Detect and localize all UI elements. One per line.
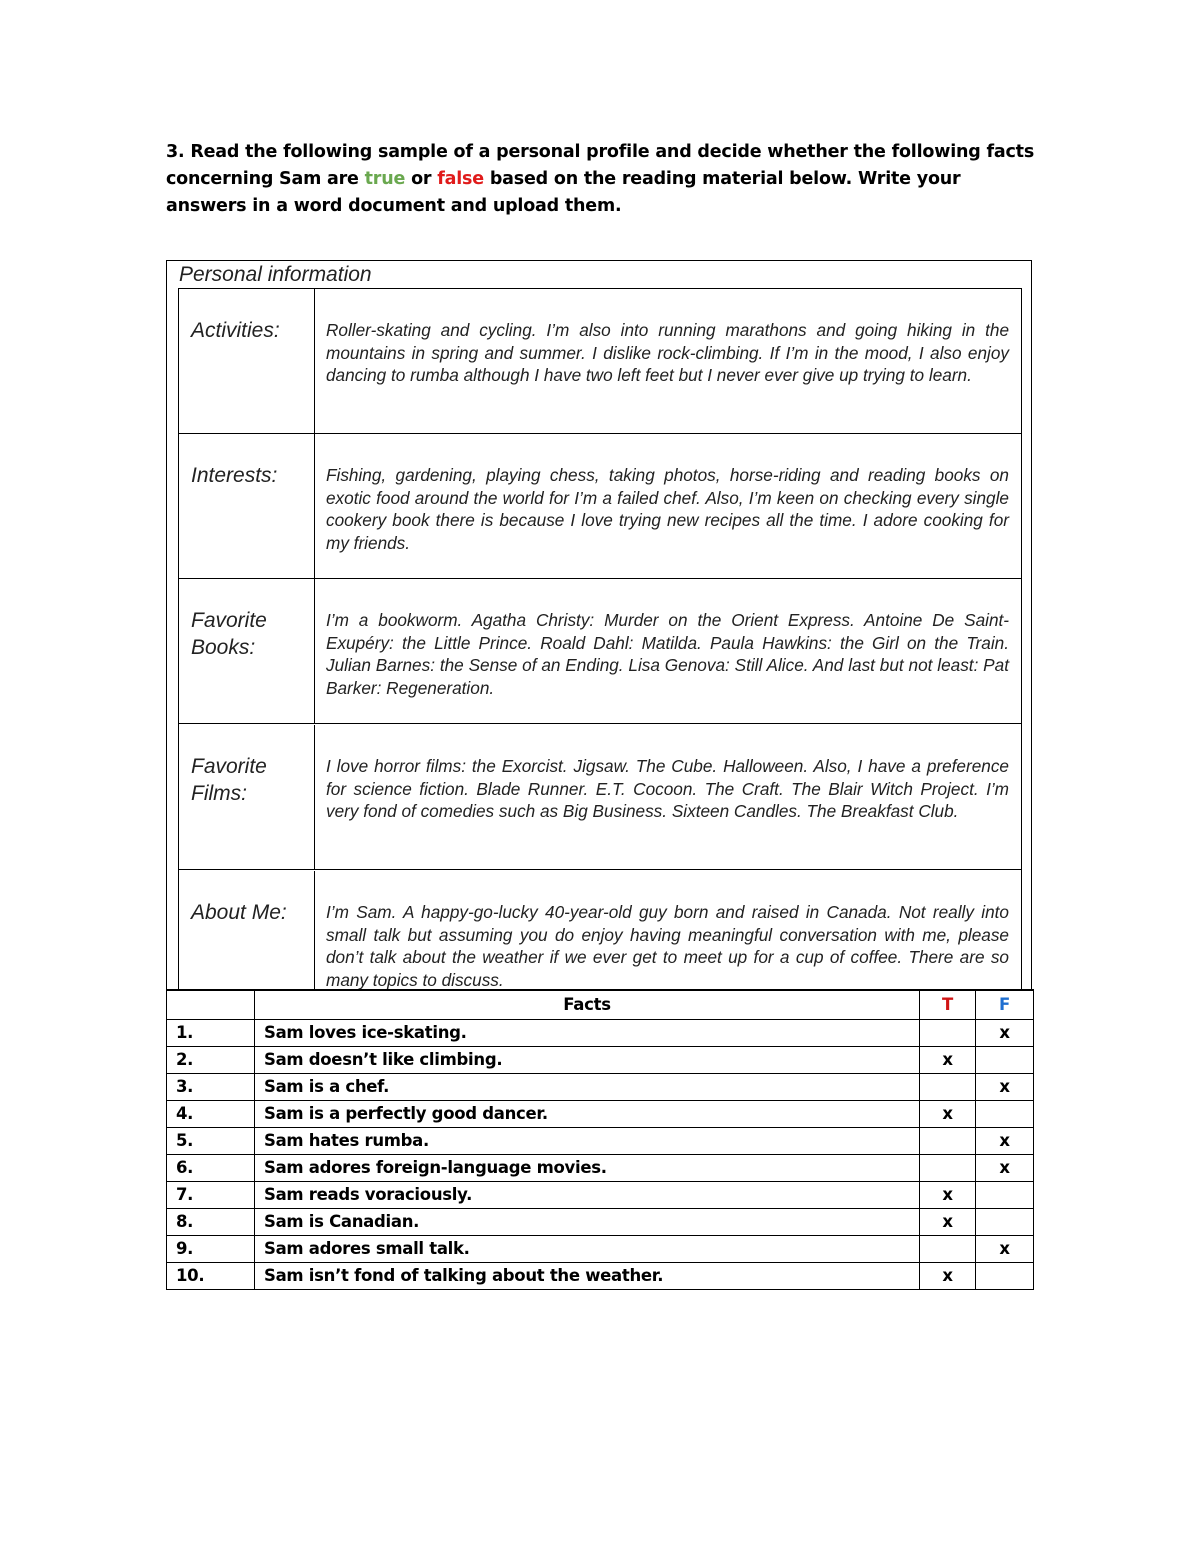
table-row [167,1073,1034,1100]
fact-text: Sam adores small talk. [255,1235,920,1262]
false-word: false [437,169,484,189]
true-mark [920,1073,976,1100]
fact-number: 10. [167,1262,255,1289]
table-row [167,1046,1034,1073]
profile-text: Fishing, gardening, playing chess, taking photos, horse-riding and reading books on exotic food around the world for I’m a failed chef. Also, I’m keen on checking every single cookery book there is because I love trying new recipes all the time. I adore cooking for my friends. [326,465,1009,554]
true-mark [920,1127,976,1154]
fact-text: Sam is Canadian. [255,1208,920,1235]
fact-number: 6. [167,1154,255,1181]
true-mark: x [920,1046,976,1073]
true-word: true [364,169,406,189]
fact-text: Sam isn’t fond of talking about the weather. [255,1262,920,1289]
profile-row-favorite-books [179,579,1021,724]
true-mark [920,1019,976,1046]
false-mark [976,1046,1034,1073]
false-mark [976,1208,1034,1235]
fact-number: 7. [167,1181,255,1208]
or-word: or [411,169,432,189]
facts-header-label: Facts [255,990,920,1019]
fact-text: Sam is a chef. [255,1073,920,1100]
profile-text: I love horror films: the Exorcist. Jigsaw. The Cube. Halloween. Also, I have a preference for science fiction. Blade Runner. E.T. Cocoon. The Craft. The Blair Witch Project. I’m very fond of comedies such as Big Business. Sixteen Candles. The Breakfast Club. [326,756,1009,822]
profile-row-interests [179,434,1021,579]
false-mark: x [976,1154,1034,1181]
profile-text: I’m a bookworm. Agatha Christy: Murder on the Orient Express. Antoine De Saint-Exupéry: the Little Prince. Roald Dahl: Matilda. Paula Hawkins: the Girl on the Train. Julian Barnes: the Sense of an Ending. Lisa Genova: Still Alice. And last but not least: Pat Barker: Regeneration. [326,610,1009,699]
fact-number: 9. [167,1235,255,1262]
table-row [167,1181,1034,1208]
true-mark: x [920,1100,976,1127]
profile-label: Favorite Books: [179,579,315,723]
instruction-text [166,139,1036,220]
fact-text: Sam is a perfectly good dancer. [255,1100,920,1127]
profile-table [178,288,1022,990]
fact-number: 8. [167,1208,255,1235]
instruction-part2: based on the reading material below. Write your answers in a word document and upload them. [166,169,961,216]
true-mark: x [920,1208,976,1235]
table-row [167,1262,1034,1289]
profile-row-favorite-films [179,725,1021,870]
profile-label: Activities: [179,289,315,433]
false-mark: x [976,1235,1034,1262]
profile-label: About Me: [179,871,315,990]
facts-header-row [167,990,1034,1019]
false-mark [976,1100,1034,1127]
table-row [167,1154,1034,1181]
fact-number: 4. [167,1100,255,1127]
facts-header-false: F [976,990,1034,1019]
profile-row-about-me [179,871,1021,990]
profile-label: Favorite Films: [179,725,315,869]
fact-number: 3. [167,1073,255,1100]
false-mark: x [976,1019,1034,1046]
fact-number: 1. [167,1019,255,1046]
profile-row-activities [179,289,1021,434]
true-mark [920,1154,976,1181]
table-row [167,1100,1034,1127]
false-mark [976,1262,1034,1289]
instruction-part1: 3. Read the following sample of a personal profile and decide whether the following facts concerning Sam are [166,142,1035,189]
fact-text: Sam adores foreign-language movies. [255,1154,920,1181]
true-mark: x [920,1181,976,1208]
facts-header-num [167,990,255,1019]
fact-text: Sam hates rumba. [255,1127,920,1154]
table-row [167,1208,1034,1235]
table-row [167,1235,1034,1262]
fact-number: 5. [167,1127,255,1154]
fact-number: 2. [167,1046,255,1073]
profile-text: Roller-skating and cycling. I’m also into running marathons and going hiking in the mountains in spring and summer. I dislike rock-climbing. If I’m in the mood, I also enjoy dancing to rumba although I have two left feet but I never ever give up trying to learn. [326,320,1009,386]
false-mark: x [976,1073,1034,1100]
fact-text: Sam loves ice-skating. [255,1019,920,1046]
profile-text: I’m Sam. A happy-go-lucky 40-year-old guy born and raised in Canada. Not really into small talk but assuming you do enjoy having meaningful conversation with me, please don’t talk about the weather if we ever get to meet up for a cup of coffee. There are so many topics to discuss. [326,902,1009,990]
profile-header: Personal information [179,263,372,286]
fact-text: Sam reads voraciously. [255,1181,920,1208]
facts-header-true: T [920,990,976,1019]
facts-table [166,989,1034,1290]
fact-text: Sam doesn’t like climbing. [255,1046,920,1073]
true-mark [920,1235,976,1262]
false-mark [976,1181,1034,1208]
true-mark: x [920,1262,976,1289]
profile-label: Interests: [179,434,315,578]
false-mark: x [976,1127,1034,1154]
table-row [167,1127,1034,1154]
table-row [167,1019,1034,1046]
